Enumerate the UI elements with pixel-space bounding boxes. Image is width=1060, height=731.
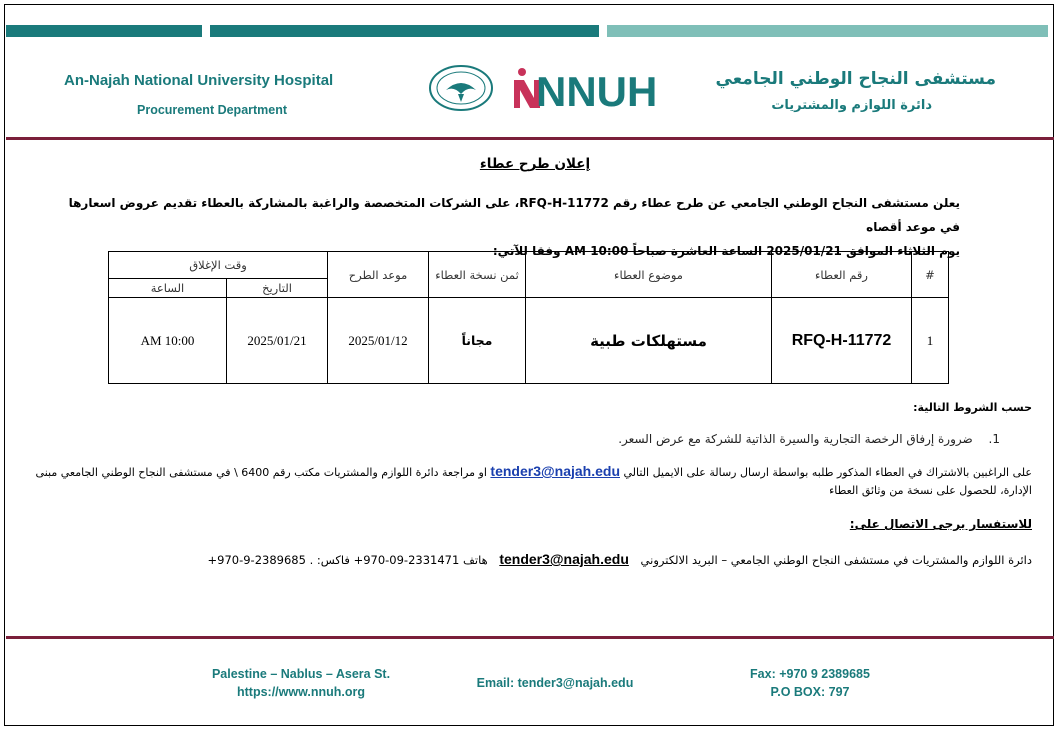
contact-fax: +970-9-2389685 . [207,553,314,567]
cell-tender-no: RFQ-H-11772 [772,298,912,384]
header-time: الساعة [109,279,227,298]
footer-address: Palestine – Nablus – Asera St. [211,667,391,681]
paragraph-part-b: او مراجعة دائرة اللوازم والمشتريات مكتب رقم 6400 \ في مستشفى النجاح الوطني الجامعي مبنى [35,466,487,479]
header-tender-no: رقم العطاء [772,252,912,298]
contact-phone: +970-09-2331471 [353,553,460,567]
cell-time: AM 10:00 [109,298,227,384]
tender-table [108,251,949,384]
logo-text: NNUH [536,68,658,112]
cell-num: 1 [912,298,949,384]
header-bar-middle [210,25,599,37]
department-name-en: Procurement Department [137,103,288,117]
paragraph-part-c: الإدارة، للحصول على نسخة من وثائق العطاء [829,484,1032,497]
contact-text-a: دائرة اللوازم والمشتريات في مستشفى النجاح الوطني الجامعي – البريد الالكتروني [640,553,1032,567]
header-divider [6,137,1054,140]
email-link[interactable]: tender3@najah.edu [490,463,620,479]
contact-line [32,551,1032,567]
contact-phone-label: هاتف [462,553,488,567]
hospital-name-en: An-Najah National University Hospital [64,72,334,89]
paragraph-part-a: على الراغبين بالاشتراك في العطاء المذكور طلبه بواسطة ارسال رسالة على الايميل التالي [623,466,1032,479]
condition-item-1 [618,432,1000,446]
footer-divider [6,636,1054,639]
condition-number: 1. [988,432,1000,446]
cell-offer-date: 2025/01/12 [328,298,429,384]
header-price: ثمن نسخة العطاء [429,252,526,298]
notice-line-2: يوم الثلاثاء الموافق 2025/01/21 الساعة العاشرة صباحاً 10:00 AM وفقا للآتي: [492,244,960,258]
footer-website[interactable]: https://www.nnuh.org [237,685,365,699]
cell-date: 2025/01/21 [227,298,328,384]
footer-email[interactable]: Email: tender3@najah.edu [476,676,634,690]
header-bar-right [607,25,1048,37]
header-closing-time: وقت الإغلاق [109,252,328,279]
hospital-name-ar: مستشفى النجاح الوطني الجامعي [715,69,996,89]
cell-subject: مستهلكات طبية [526,298,772,384]
header-num: # [912,252,949,298]
notice-line-1: يعلن مستشفى النجاح الوطني الجامعي عن طرح عطاء رقم RFQ-H-11772، على الشركات المتخصصة والراغبة بالمشاركة بالعطاء تقديم عروض اسعارها في موعد أقصاه [68,196,960,234]
nnuh-logo [508,64,668,112]
header-date: التاريخ [227,279,328,298]
header-offer-date: موعد الطرح [328,252,429,298]
contact-fax-label: فاكس: [316,553,350,567]
condition-text: ضرورة إرفاق الرخصة التجارية والسيرة الذاتية للشركة مع عرض السعر. [618,432,973,446]
footer-fax: Fax: +970 9 2389685 [750,667,870,681]
footer-pobox: P.O BOX: 797 [770,685,850,699]
conditions-heading: حسب الشروط التالية: [913,401,1032,414]
header-bar-left [6,25,202,37]
department-name-ar: دائرة اللوازم والمشتريات [771,98,932,113]
cell-price: مجاناً [429,298,526,384]
header-subject: موضوع العطاء [526,252,772,298]
university-seal-icon [428,64,494,112]
notice-title: إعلان طرح عطاء [479,156,591,172]
contact-heading: للاستفسار يرجى الاتصال على: [849,517,1032,531]
contact-email-link[interactable]: tender3@najah.edu [499,551,629,567]
conditions-paragraph [32,462,1032,500]
